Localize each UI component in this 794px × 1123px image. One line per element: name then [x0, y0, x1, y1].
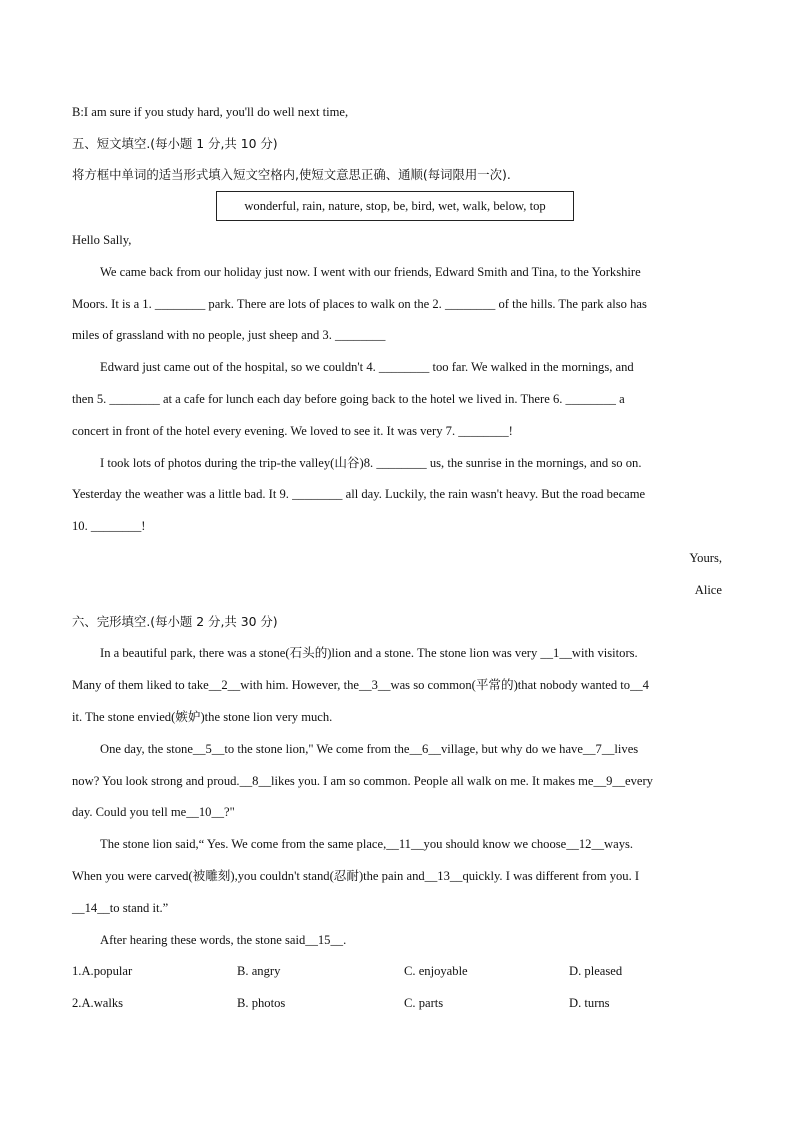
cloze-line: it. The stone envied(嫉妒)the stone lion very much. [72, 710, 333, 724]
section-6-title: 六、完形填空.(每小题 2 分,共 30 分) [72, 614, 278, 629]
section-5-title: 五、短文填空.(每小题 1 分,共 10 分) [72, 136, 278, 151]
dialogue-line: B:I am sure if you study hard, you'll do well next time, [72, 105, 349, 119]
passage-line: Moors. It is a 1. ________ park. There are lots of places to walk on the 2. ________ of the hills. The park also has [72, 297, 647, 311]
option-a: 1.A.popular [72, 964, 133, 978]
option-b: B. photos [237, 996, 286, 1010]
option-c: C. enjoyable [404, 964, 468, 978]
cloze-line: One day, the stone__5__to the stone lion," We come from the__6__village, but why do we have__7__lives [100, 742, 639, 756]
cloze-line: In a beautiful park, there was a stone(石头的)lion and a stone. The stone lion was very __1__with visitors. [100, 646, 638, 660]
letter-greeting: Hello Sally, [72, 233, 132, 247]
option-c: C. parts [404, 996, 444, 1010]
option-d: D. pleased [569, 964, 623, 978]
option-a: 2.A.walks [72, 996, 124, 1010]
cloze-line: When you were carved(被雕刻),you couldn't stand(忍耐)the pain and__13__quickly. I was different from you. I [72, 869, 640, 883]
option-d: D. turns [569, 996, 610, 1010]
passage-line: Edward just came out of the hospital, so we couldn't 4. ________ too far. We walked in the mornings, and [100, 360, 634, 374]
cloze-line: After hearing these words, the stone said__15__. [100, 933, 347, 947]
cloze-line: day. Could you tell me__10__?" [72, 805, 235, 819]
passage-line: I took lots of photos during the trip-the valley(山谷)8. ________ us, the sunrise in the mornings, and so on. [100, 456, 642, 470]
section-5-instructions: 将方框中单词的适当形式填入短文空格内,使短文意思正确、通顺(每词限用一次). [72, 167, 511, 182]
passage-line: Yesterday the weather was a little bad. It 9. ________ all day. Luckily, the rain wasn't heavy. But the road became [72, 487, 646, 501]
cloze-line: now? You look strong and proud.__8__likes you. I am so common. People all walk on me. It makes me__9__every [72, 774, 653, 788]
passage-line: 10. ________! [72, 519, 146, 533]
cloze-line: The stone lion said,“ Yes. We come from the same place,__11__you should know we choose__12__ways. [100, 837, 634, 851]
passage-line: We came back from our holiday just now. I went with our friends, Edward Smith and Tina, to the Yorkshire [100, 265, 641, 279]
passage-line: then 5. ________ at a cafe for lunch each day before going back to the hotel we lived in. There 6. ________ a [72, 392, 625, 406]
passage-line: miles of grassland with no people, just sheep and 3. ________ [72, 328, 386, 342]
cloze-line: Many of them liked to take__2__with him. However, the__3__was so common(平常的)that nobody wanted to__4 [72, 678, 649, 692]
passage-line: concert in front of the hotel every evening. We loved to see it. It was very 7. ________! [72, 424, 513, 438]
word-bank-box: wonderful, rain, nature, stop, be, bird, wet, walk, below, top [216, 191, 574, 221]
letter-signature: Alice [694, 583, 722, 597]
cloze-line: __14__to stand it.” [72, 901, 169, 915]
letter-closing: Yours, [689, 551, 722, 565]
option-b: B. angry [237, 964, 281, 978]
